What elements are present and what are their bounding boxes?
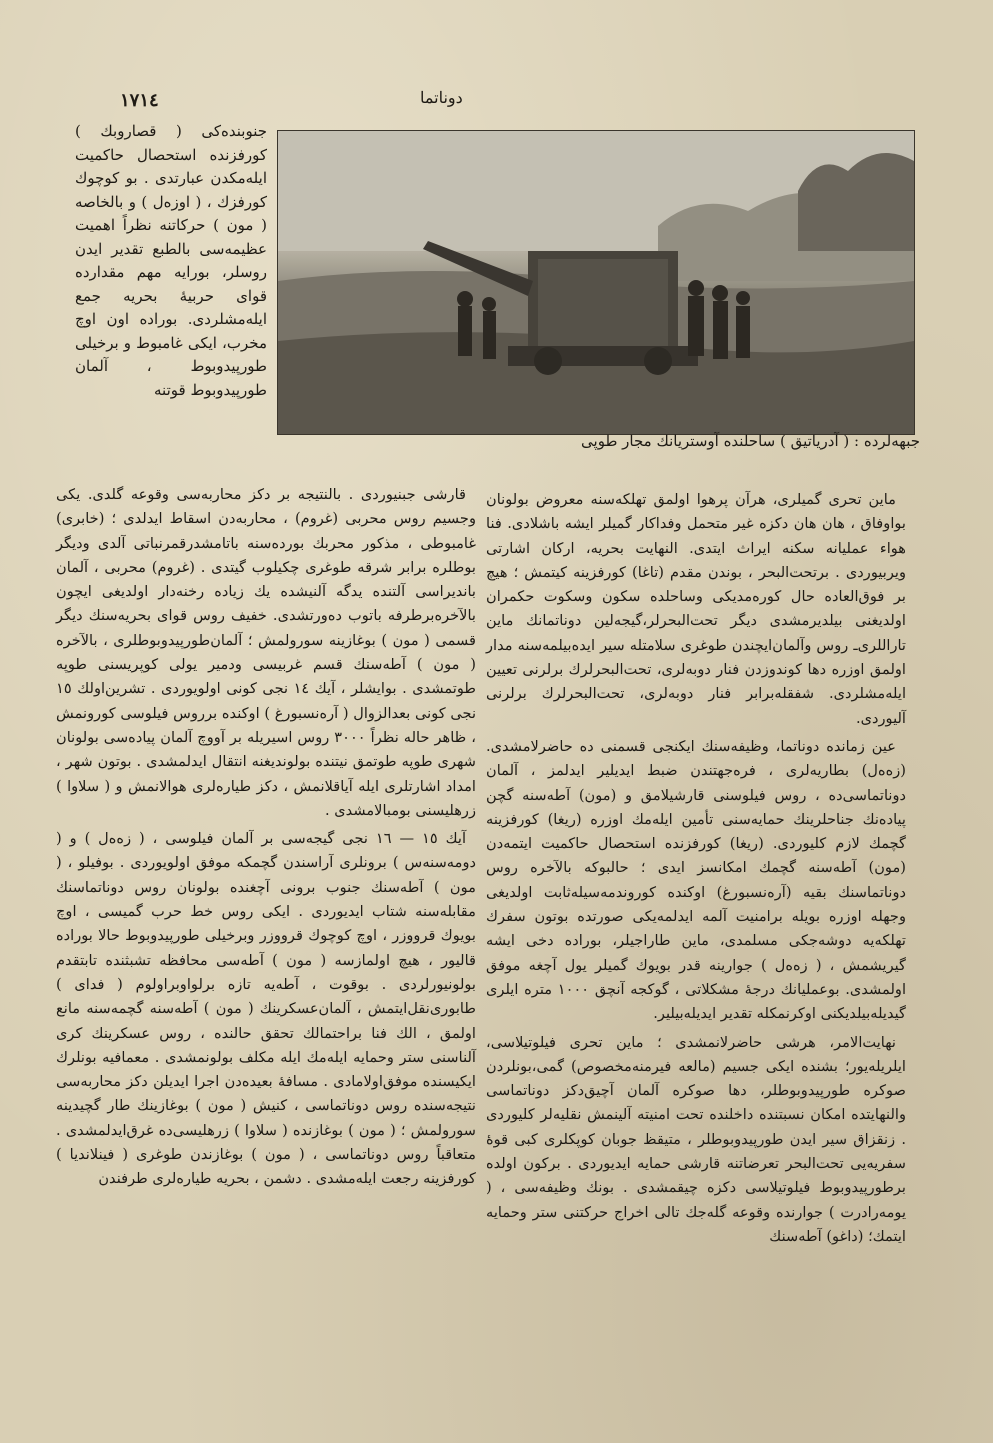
- paragraph: نهايت‌الامر، هرشى حاضرلانمشدى ؛ ماين تحرى فيلوتيلاسى، ايلريله‌يور؛ بشنده ايكى جسيم (مالعه فيرمنه‌مخصوص) گمى،بونلردن صوكره طورپيدوبوطلر، دها صوكره آلمان آچيق‌دكز دوناتماسى والنهايتده امكان نسبتنده داخلنده تحت امنيته آلينمش نقليه‌لر كليوردى . زنقزاق سير ايدن طورپيدوبوطلر ، متيقظ جوبان كوپكلرى كبى قوهٔ سفريه‌يى تحت‌البحر تعرضاتنه قارشى حمايه ايديوردى . بركون اولده برطورپيدوبوط فيلوتيلاسى دكزه چيقمشدى . بونك وظيفه‌سى ، ( يومه‌رادرت ) جوارنده وقوعه گله‌جك تالى اخراج حركتنى ستر وحمايه ايتمك؛ (داغو) آطه‌سنك: [486, 1033, 906, 1245]
- side-column-text: جنوبنده‌كى ( قصاروبك ) كورفزنده استحصال حاكميت ايله‌مكدن عبارتدى . بو كوچوك كورفزك ، ( اوزه‌ل ) و بالخاصه ( مون ) حركاتنه نظراً اهميت عظيمه‌سى بالطبع تقدير ايدن روسلر، بورايه مهم مقدارده قواى حربيهٔ بحريه جمع ايله‌مشلردى. بورادە اون اوچ مخرب، ايكى غامبوط و برخيلى طورپيدوبوط ، آلمان طورپيدوبوط قوتنه: [75, 122, 267, 399]
- right-column: [486, 488, 906, 1253]
- paragraph: آيك ١٥ — ١٦ نجى گيجه‌سى بر آلمان فيلوسى ، ( زه‌ه‌ل ) و ( دومه‌سنه‌س ) برونلرى آراسندن گچمكه موفق اولويوردى . بوفيلو ، ( مون ) آطه‌سنك جنوب برونى آچغنده بولونان روس دوناتماسنك مقابله‌سنه شتاب ايديوردى . ايكى روس خط حرب گميسى ، اوچ بويوك قرووزر ، اوچ كوچوك قرووزر وبرخيلى طورپيدوبوط حالا بورادە قاليور ، هيچ اولمازسه ( مون ) آطه‌سى محافظه تشبثنده تابتقدم بولونيورلردى . بوقوت ، آطه‌يه تازه برلواوبراولوم ( فداى ) طابورى‌نقل‌ايتمش ، آلمان‌عسكرينك ( مون ) آطه‌سنه گچمه‌سنه مانع اولمق ، الك فنا براحتمالك تحقق حالنده ، روس عسكرينك كرى آلناسنى ستر وحمايه ايله‌مك ايله مكلف بولونمشدى . معمافيه بونلرك ايكيسنده موفق‌اولامادى . مسافهٔ بعيده‌دن اجرا ايديلن دكز محاربه‌سى نتيجه‌سنده روس دوناتماسى ، كنيش ( مون ) بوغازينك طار گچيدينه سورولمش ؛ ( مون ) بوغازنده ( سلاوا ) زرهليسى‌ده غرق‌ايدلمشدى . متعاقباً روس دوناتماسى ، ( مون ) بوغازندن طوغرى ( فينلانديا ) كورفزينه رجعت ايله‌مشدى . دشمن ، بحريه طياره‌لرى طرفندن: [56, 830, 476, 1188]
- paragraph: ماين تحرى گميلرى، هرآن پرهوا اولمق تهلكه‌سنه معروض بولونان بواوفاق ، هان هان دكزه غير متحمل وفداكار گميلر ايشه باشلادى. فنا هواء عمليانه سكنه ايراث ايتدى. النهايت بحريه، اركان اشارتى ويربيوردى . برتحت‌البحر ، بوندن مقدم (تاغا) كورفزينه كيتمش ؛ هيچ بر فوق‌العاده حال كوره‌مديكى وساحلده سكون وسكوت حكمران اولديغنى بيلديرمشدى ديگر تحت‌البحرلر،گيجه‌لين دوناتمانك ماين تاراللرى‌ـ روس وآلمان‌ايچندن طوغرى سلامتله سير ايده‌بيلمه‌سنه مدار اولمق اوزره دها كوندوزدن فنار دوبه‌لرى، تحت‌البحرلرك برلرنى تعيين ايله‌مشلردى. شفقله‌برابر فنار دوبه‌لرى، تحت‌البحرلرك برلرنى آليوردى.: [486, 491, 906, 727]
- left-column: [56, 483, 476, 1196]
- figure-caption: جبهه‌لرده : ( آدرياتيق ) ساحلنده آوستريانك مجار طوپى: [581, 432, 920, 450]
- running-title: دوناتما: [420, 88, 463, 107]
- paragraph: عين زمانده دوناتما، وظيفه‌سنك ايكنجى قسمنى ده حاضرلامشدى. (زه‌ه‌ل) بطاريه‌لرى ، فرەجهتندن ضبط ايديلير ايدلمز ، آلمان دوناتماسى‌ده ، روس فيلوسنى قارشيلامق و (مون) آطه‌سنه گچن پياده‌نك جناحلرينك حمايه‌سنى تأمين ايله‌مك اوزره (ريغا) كورفزينه گچمك لازم كليوردى. (ريغا) كورفزنده استحصال حاكميت ايتمه‌دن (مون) آطه‌سنه گچمك امكانسز ايدى ؛ حالبوكه بالآخره روس دوناتماسنك بقيه (آره‌نسبورغ) اوكنده كوروندمه‌سيله‌ثابت اولديغى وجهله اوزره بويله برامنيت آلمه ايدلمه‌يكى صورتده بوتون سفرك تهلكه‌يه دوشه‌جكى مسلمدى، ماين طاراجيلر، بورادە دخى ايشه گيريشمش ، ( زه‌ه‌ل ) جوارينه قدر بويوك گميلر يول آچغه موفق اولمشدى. بوعمليانك درجهٔ مشكلاتى ، گوكجه آنچق ١٠٠٠ متره ايلرى گيديله‌بيلديكنى اوكرنمكله تقدير ايديله‌بيلير.: [486, 737, 906, 1023]
- artillery-photo: [277, 130, 915, 435]
- paragraph: قارشى جبنيوردى . بالنتيجه بر دكز محاربه‌سى وقوعه گلدى. يكى وجسيم روس محربى (غروم) ، محاربه‌دن اسقاط ايدلدى ؛ (خابرى) غامبوطى ، مذكور محربك بوردەسنه باتامشدرقمرنباتى آلدى وديگر بوطلره برابر شرقه طوغرى چكيلوب گيتدى . (غروم) محربى ، آلمان بانديراسى آلتنده يدگه آلنيشده يك زياده رخنه‌دار اولديغى ايچون بالآخره‌برطرفه باتوب دەورتشدى. خفيف روس قواى بحريه‌سنك ديگر قسمى ( مون ) بوغازينه سورولمش ؛ آلمان‌طورپيدوبوطلرى ، بالآخره ( مون ) آطه‌سنك قسم غربيسى ودمير يولى كوپريسنى طوپه طوتمشدى . بوايشلر ، آيك ١٤ نجى كونى اولويوردى . تشرين‌اولك ١٥ نجى كونى بعدالزوال ( آره‌نسبورغ ) اوكنده برروس فيلوسى كورونمش ، ظاهر حاله نظراً ٣٠٠٠ روس اسيريله بر آووچ آلمان پياده‌سى بولونان شهرى طوپه طوتمق نيتنده بولونديغنه انتقال ايدلمشدى . بوتون شهر ، امداد اشارتلرى ايله آياقلانمش ، دكز طياره‌لرى هوالانمش و ( سلاوا ) زرهليسنى بومبالامشدى .: [56, 486, 476, 819]
- page-number: ١٧١٤: [120, 90, 159, 111]
